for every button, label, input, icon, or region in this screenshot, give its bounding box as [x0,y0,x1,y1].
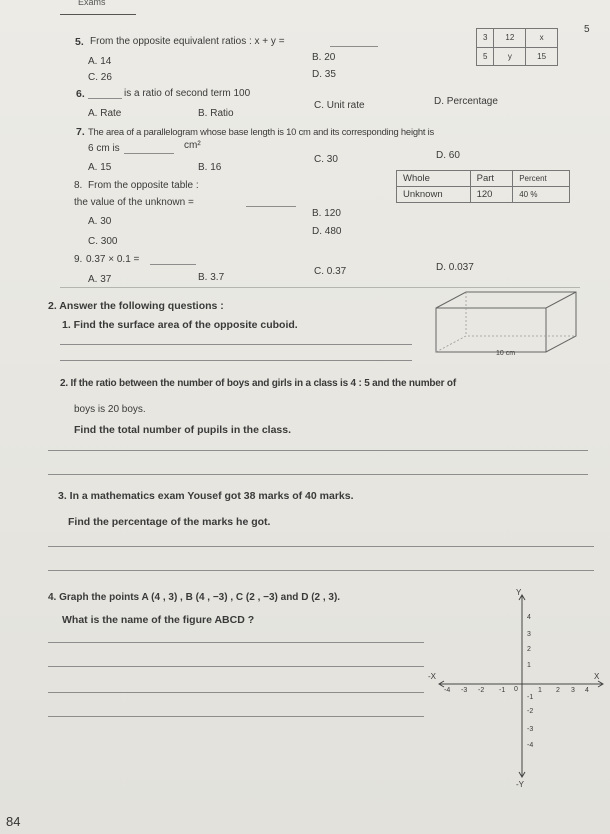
q5-cell: 5 [477,47,494,66]
q8-option-a: A. 30 [88,216,112,227]
y-tick: 4 [527,614,531,621]
q7-option-c: C. 30 [314,154,338,165]
q5-cell: 3 [477,29,494,48]
p4-text: 4. Graph the points A (4 , 3) , B (4 , −3) , C (2 , −3) and D (2 , 3). [48,592,341,603]
q7-number: 7. [76,126,85,138]
q6-option-b: B. Ratio [198,108,234,119]
page-number: 84 [6,814,21,829]
p4-answer-line [48,666,424,667]
q8-text-line2: the value of the unknown = [74,197,194,208]
q7-text: The area of a parallelogram whose base length is 10 cm and its corresponding height is [88,126,435,137]
q5-ratio-table [476,28,558,66]
q5-text: From the opposite equivalent ratios : x + y = [90,36,285,47]
q6-option-c: C. Unit rate [314,100,365,111]
p3-text: 3. In a mathematics exam Yousef got 38 marks of 40 marks. [58,490,354,502]
x-tick: -2 [478,687,485,694]
q9-answer-blank [150,264,196,265]
q8-text: From the opposite table : [88,180,199,191]
q5-option-d: D. 35 [312,69,336,80]
p2-text-line3: Find the total number of pupils in the class. [74,424,292,436]
q6-option-a: A. Rate [88,108,122,119]
q7-unit: cm² [184,140,201,151]
cuboid-length-label: 10 cm [496,350,516,357]
q8-percent-table [396,170,570,203]
p3-answer-line [48,570,594,571]
q8-header-percent: Percent [513,171,570,187]
q8-option-c: C. 300 [88,236,118,247]
x-tick: 2 [556,687,560,694]
q7-option-a: A. 15 [88,162,112,173]
y-tick: 2 [527,646,531,653]
q5-answer-blank [330,46,378,47]
q5-number: 5. [75,36,84,48]
p2-answer-line [48,474,588,475]
q5-cell: y [494,47,526,66]
q6-answer-blank [88,98,122,99]
y-tick: 1 [527,662,531,669]
q8-option-d: D. 480 [312,226,342,237]
q7-option-d: D. 60 [436,150,460,161]
q9-option-a: A. 37 [88,274,112,285]
q6-number: 6. [76,88,85,100]
q5-option-a: A. 14 [88,56,112,67]
q8-cell-unknown: Unknown [397,187,471,203]
x-tick: -1 [499,687,506,694]
q6-text: is a ratio of second term 100 [124,88,251,99]
q5-cell: 12 [494,29,526,48]
q7-option-b: B. 16 [198,162,222,173]
y-tick: -4 [527,742,534,749]
q9-text: 0.37 × 0.1 = [86,254,140,265]
p3-text-line2: Find the percentage of the marks he got. [68,516,271,528]
p2-answer-line [48,450,588,451]
q8-header-part: Part [470,171,513,187]
y-tick: -3 [527,726,534,733]
q8-cell-part: 120 [470,187,513,203]
q6-option-d: D. Percentage [434,96,498,107]
p1-answer-line [60,344,412,345]
x-tick: -4 [444,687,451,694]
x-tick: 1 [538,687,542,694]
q5-option-b: B. 20 [312,52,336,63]
p4-answer-line [48,642,424,643]
q9-option-b: B. 3.7 [198,272,225,283]
q9-number: 9. [74,254,83,265]
graph-x-label: X [594,672,600,681]
x-tick: 4 [585,687,589,694]
x-tick: 3 [571,687,575,694]
p3-answer-line [48,546,594,547]
y-tick: -2 [527,708,534,715]
q9-option-d: D. 0.037 [436,262,474,273]
p1-answer-line [60,360,412,361]
x-tick: -3 [461,687,468,694]
graph-y-label: Y [516,588,522,597]
q8-cell-percent: 40 % [513,187,570,203]
p2-text-line2: boys is 20 boys. [74,404,146,415]
p4-answer-line [48,692,424,693]
q5-cell: x [526,29,558,48]
p2-text: 2. If the ratio between the number of boys and girls in a class is 4 : 5 and the number of [60,378,456,389]
p4-answer-line [48,716,424,717]
q8-header-whole: Whole [397,171,471,187]
header-text: Exams [78,0,106,7]
graph-origin-label: 0 [514,686,518,693]
q7-text-line2: 6 cm is [88,143,120,154]
y-tick: 3 [527,631,531,638]
corner-mark: 5 [584,24,590,35]
q8-option-b: B. 120 [312,208,341,219]
graph-neg-y-label: -Y [516,780,524,789]
p4-text-line2: What is the name of the figure ABCD ? [62,614,255,626]
q7-answer-blank [124,153,174,154]
section2-title: 2. Answer the following questions : [48,300,224,312]
q5-option-c: C. 26 [88,72,112,83]
p1-text: 1. Find the surface area of the opposite cuboid. [62,319,298,331]
q8-answer-blank [246,206,296,207]
y-tick: -1 [527,694,534,701]
graph-neg-x-label: -X [428,672,436,681]
q5-cell: 15 [526,47,558,66]
q9-option-c: C. 0.37 [314,266,347,277]
q8-number: 8. [74,180,83,191]
